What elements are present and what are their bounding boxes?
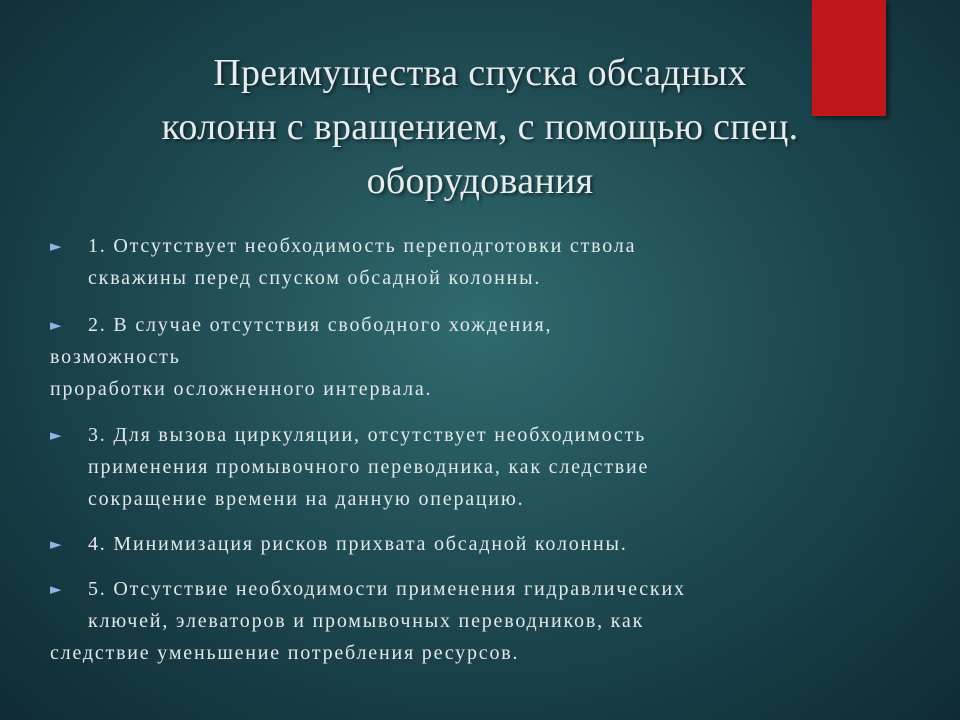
bullet-2-line-3: проработки осложненного интервала. — [50, 378, 433, 400]
title-line-3: оборудования — [366, 160, 594, 202]
bullet-arrow-icon: ► — [50, 426, 62, 444]
bullet-1-line-1: 1. Отсутствует необходимость переподготовки ствола — [88, 235, 637, 257]
bullet-arrow-icon: ► — [50, 580, 62, 598]
slide-title — [60, 46, 900, 208]
bullet-5-line-3: следствие уменьшение потребления ресурсов. — [50, 642, 520, 664]
title-line-2: колонн с вращением, с помощью спец. — [161, 106, 799, 148]
bullet-3-line-3: сокращение времени на данную операцию. — [88, 488, 525, 510]
bullet-2-line-1: 2. В случае отсутствия свободного хождения, — [88, 314, 553, 336]
bullet-4-line-1: 4. Минимизация рисков прихвата обсадной колонны. — [88, 533, 628, 555]
bullet-1-line-2: скважины перед спуском обсадной колонны. — [88, 267, 542, 289]
bullet-arrow-icon: ► — [50, 535, 62, 553]
bullet-3-line-1: 3. Для вызова циркуляции, отсутствует необходимость — [88, 424, 647, 446]
bullet-3-line-2: применения промывочного переводника, как следствие — [88, 456, 650, 478]
bullet-2-line-2: возможность — [50, 346, 181, 368]
bullet-arrow-icon: ► — [50, 237, 62, 255]
bullet-arrow-icon: ► — [50, 316, 62, 334]
bullet-5-line-1: 5. Отсутствие необходимости применения гидравлических — [88, 578, 686, 600]
bullet-5-line-2: ключей, элеваторов и промывочных переводников, как — [88, 610, 645, 632]
title-line-1: Преимущества спуска обсадных — [213, 52, 747, 94]
